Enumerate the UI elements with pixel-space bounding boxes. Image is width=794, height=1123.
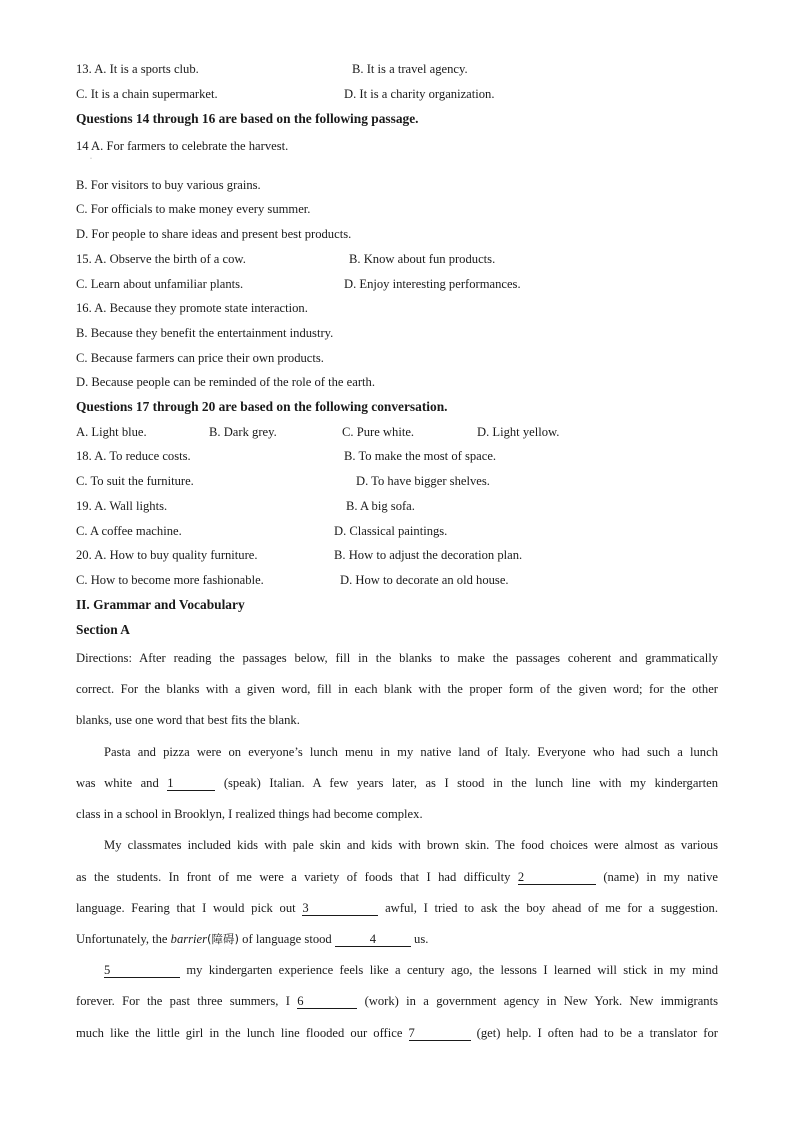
q20-option-d: D. How to decorate an old house. xyxy=(340,573,509,587)
passage-line-2-start: was white and xyxy=(76,776,168,790)
passage-line-8 xyxy=(104,962,718,978)
q20-option-b: B. How to adjust the decoration plan. xyxy=(334,548,523,562)
q14-option-a: 14 A. For farmers to celebrate the harvest. xyxy=(76,139,289,153)
q15-option-c: C. Learn about unfamiliar plants. xyxy=(76,277,244,291)
q13-option-a: 13. A. It is a sports club. xyxy=(76,62,199,76)
q17-option-c: C. Pure white. xyxy=(342,425,415,439)
passage-line-7-mid: of language stood xyxy=(239,932,335,946)
q17-option-b: B. Dark grey. xyxy=(209,425,277,439)
blank-2[interactable]: 2 xyxy=(518,871,596,885)
q18-option-a: 18. A. To reduce costs. xyxy=(76,449,191,463)
passage-line-2 xyxy=(76,775,718,791)
q16-option-c: C. Because farmers can price their own products. xyxy=(76,351,324,365)
directions-line-1: Directions: After reading the passages below, fill in the blanks to make the passages coherent and grammatically xyxy=(76,651,718,665)
q16-option-d: D. Because people can be reminded of the role of the earth. xyxy=(76,375,375,389)
stray-mark: · xyxy=(90,156,92,162)
q17-option-a: A. Light blue. xyxy=(76,425,147,439)
q20-option-c: C. How to become more fashionable. xyxy=(76,573,264,587)
q19-option-a: 19. A. Wall lights. xyxy=(76,499,168,513)
passage-line-6 xyxy=(76,900,718,916)
q18-option-d: D. To have bigger shelves. xyxy=(356,474,490,488)
passage-line-6-start: language. Fearing that I would pick out xyxy=(76,901,303,915)
barrier-word: barrier xyxy=(170,932,208,946)
q15-option-b: B. Know about fun products. xyxy=(349,252,496,266)
q19-option-d: D. Classical paintings. xyxy=(334,524,448,538)
passage-line-1: Pasta and pizza were on everyone’s lunch menu in my native land of Italy. Everyone who had such a lunch xyxy=(104,745,718,759)
passage-line-7-end: us. xyxy=(414,932,429,946)
passage-line-5 xyxy=(76,869,718,885)
q14-option-d: D. For people to share ideas and present best products. xyxy=(76,227,352,241)
passage-line-2-end: (speak) Italian. A few years later, as I stood in the lunch line with my kindergarten xyxy=(223,776,718,790)
q18-option-b: B. To make the most of space. xyxy=(344,449,497,463)
passage-line-10 xyxy=(76,1025,718,1041)
heading-questions-14-16: Questions 14 through 16 are based on the following passage. xyxy=(76,111,419,126)
q13-option-c: C. It is a chain supermarket. xyxy=(76,87,218,101)
q17-option-d: D. Light yellow. xyxy=(477,425,560,439)
passage-line-4: My classmates included kids with pale skin and kids with brown skin. The food choices were almost as various xyxy=(104,838,718,852)
blank-5[interactable]: 5 xyxy=(104,964,180,978)
blank-6[interactable]: 6 xyxy=(297,995,357,1009)
q14-option-c: C. For officials to make money every summer. xyxy=(76,202,311,216)
barrier-gloss: (障碍) xyxy=(207,932,240,946)
passage-line-9-start: forever. For the past three summers, I xyxy=(76,994,298,1008)
q14-option-b: B. For visitors to buy various grains. xyxy=(76,178,261,192)
heading-questions-17-20: Questions 17 through 20 are based on the following conversation. xyxy=(76,399,448,414)
passage-line-10-start: much like the little girl in the lunch line flooded our office xyxy=(76,1026,409,1040)
blank-7[interactable]: 7 xyxy=(409,1027,471,1041)
passage-line-9-end: (work) in a government agency in New York. New immigrants xyxy=(364,994,719,1008)
passage-line-6-end: awful, I tried to ask the boy ahead of me for a suggestion. xyxy=(385,901,718,915)
q13-option-d: D. It is a charity organization. xyxy=(344,87,495,101)
passage-line-7 xyxy=(76,931,428,947)
q19-option-b: B. A big sofa. xyxy=(346,499,415,513)
subsection-title: Section A xyxy=(76,622,130,637)
passage-line-8-end: my kindergarten experience feels like a century ago, the lessons I learned will stick in my mind xyxy=(186,963,718,977)
q19-option-c: C. A coffee machine. xyxy=(76,524,182,538)
q16-option-a: 16. A. Because they promote state interaction. xyxy=(76,301,308,315)
q15-option-d: D. Enjoy interesting performances. xyxy=(344,277,521,291)
passage-line-10-end: (get) help. I often had to be a translator for xyxy=(476,1026,718,1040)
directions-line-2: correct. For the blanks with a given word, fill in each blank with the proper form of the given word; for the other xyxy=(76,682,718,696)
passage-line-7-start: Unfortunately, the xyxy=(76,932,171,946)
passage-line-5-start: as the students. In front of me were a variety of foods that I had difficulty xyxy=(76,870,518,884)
blank-3[interactable]: 3 xyxy=(302,902,378,916)
q20-option-a: 20. A. How to buy quality furniture. xyxy=(76,548,258,562)
passage-line-3: class in a school in Brooklyn, I realized things had become complex. xyxy=(76,807,423,821)
passage-line-5-end: (name) in my native xyxy=(603,870,718,884)
q18-option-c: C. To suit the furniture. xyxy=(76,474,194,488)
section-title: II. Grammar and Vocabulary xyxy=(76,597,245,612)
q16-option-b: B. Because they benefit the entertainment industry. xyxy=(76,326,334,340)
q13-option-b: B. It is a travel agency. xyxy=(352,62,468,76)
passage-line-9 xyxy=(76,993,718,1009)
q15-option-a: 15. A. Observe the birth of a cow. xyxy=(76,252,246,266)
blank-4[interactable]: 4 xyxy=(335,933,411,947)
blank-1[interactable]: 1 xyxy=(167,777,215,791)
directions-line-3: blanks, use one word that best fits the blank. xyxy=(76,713,300,727)
